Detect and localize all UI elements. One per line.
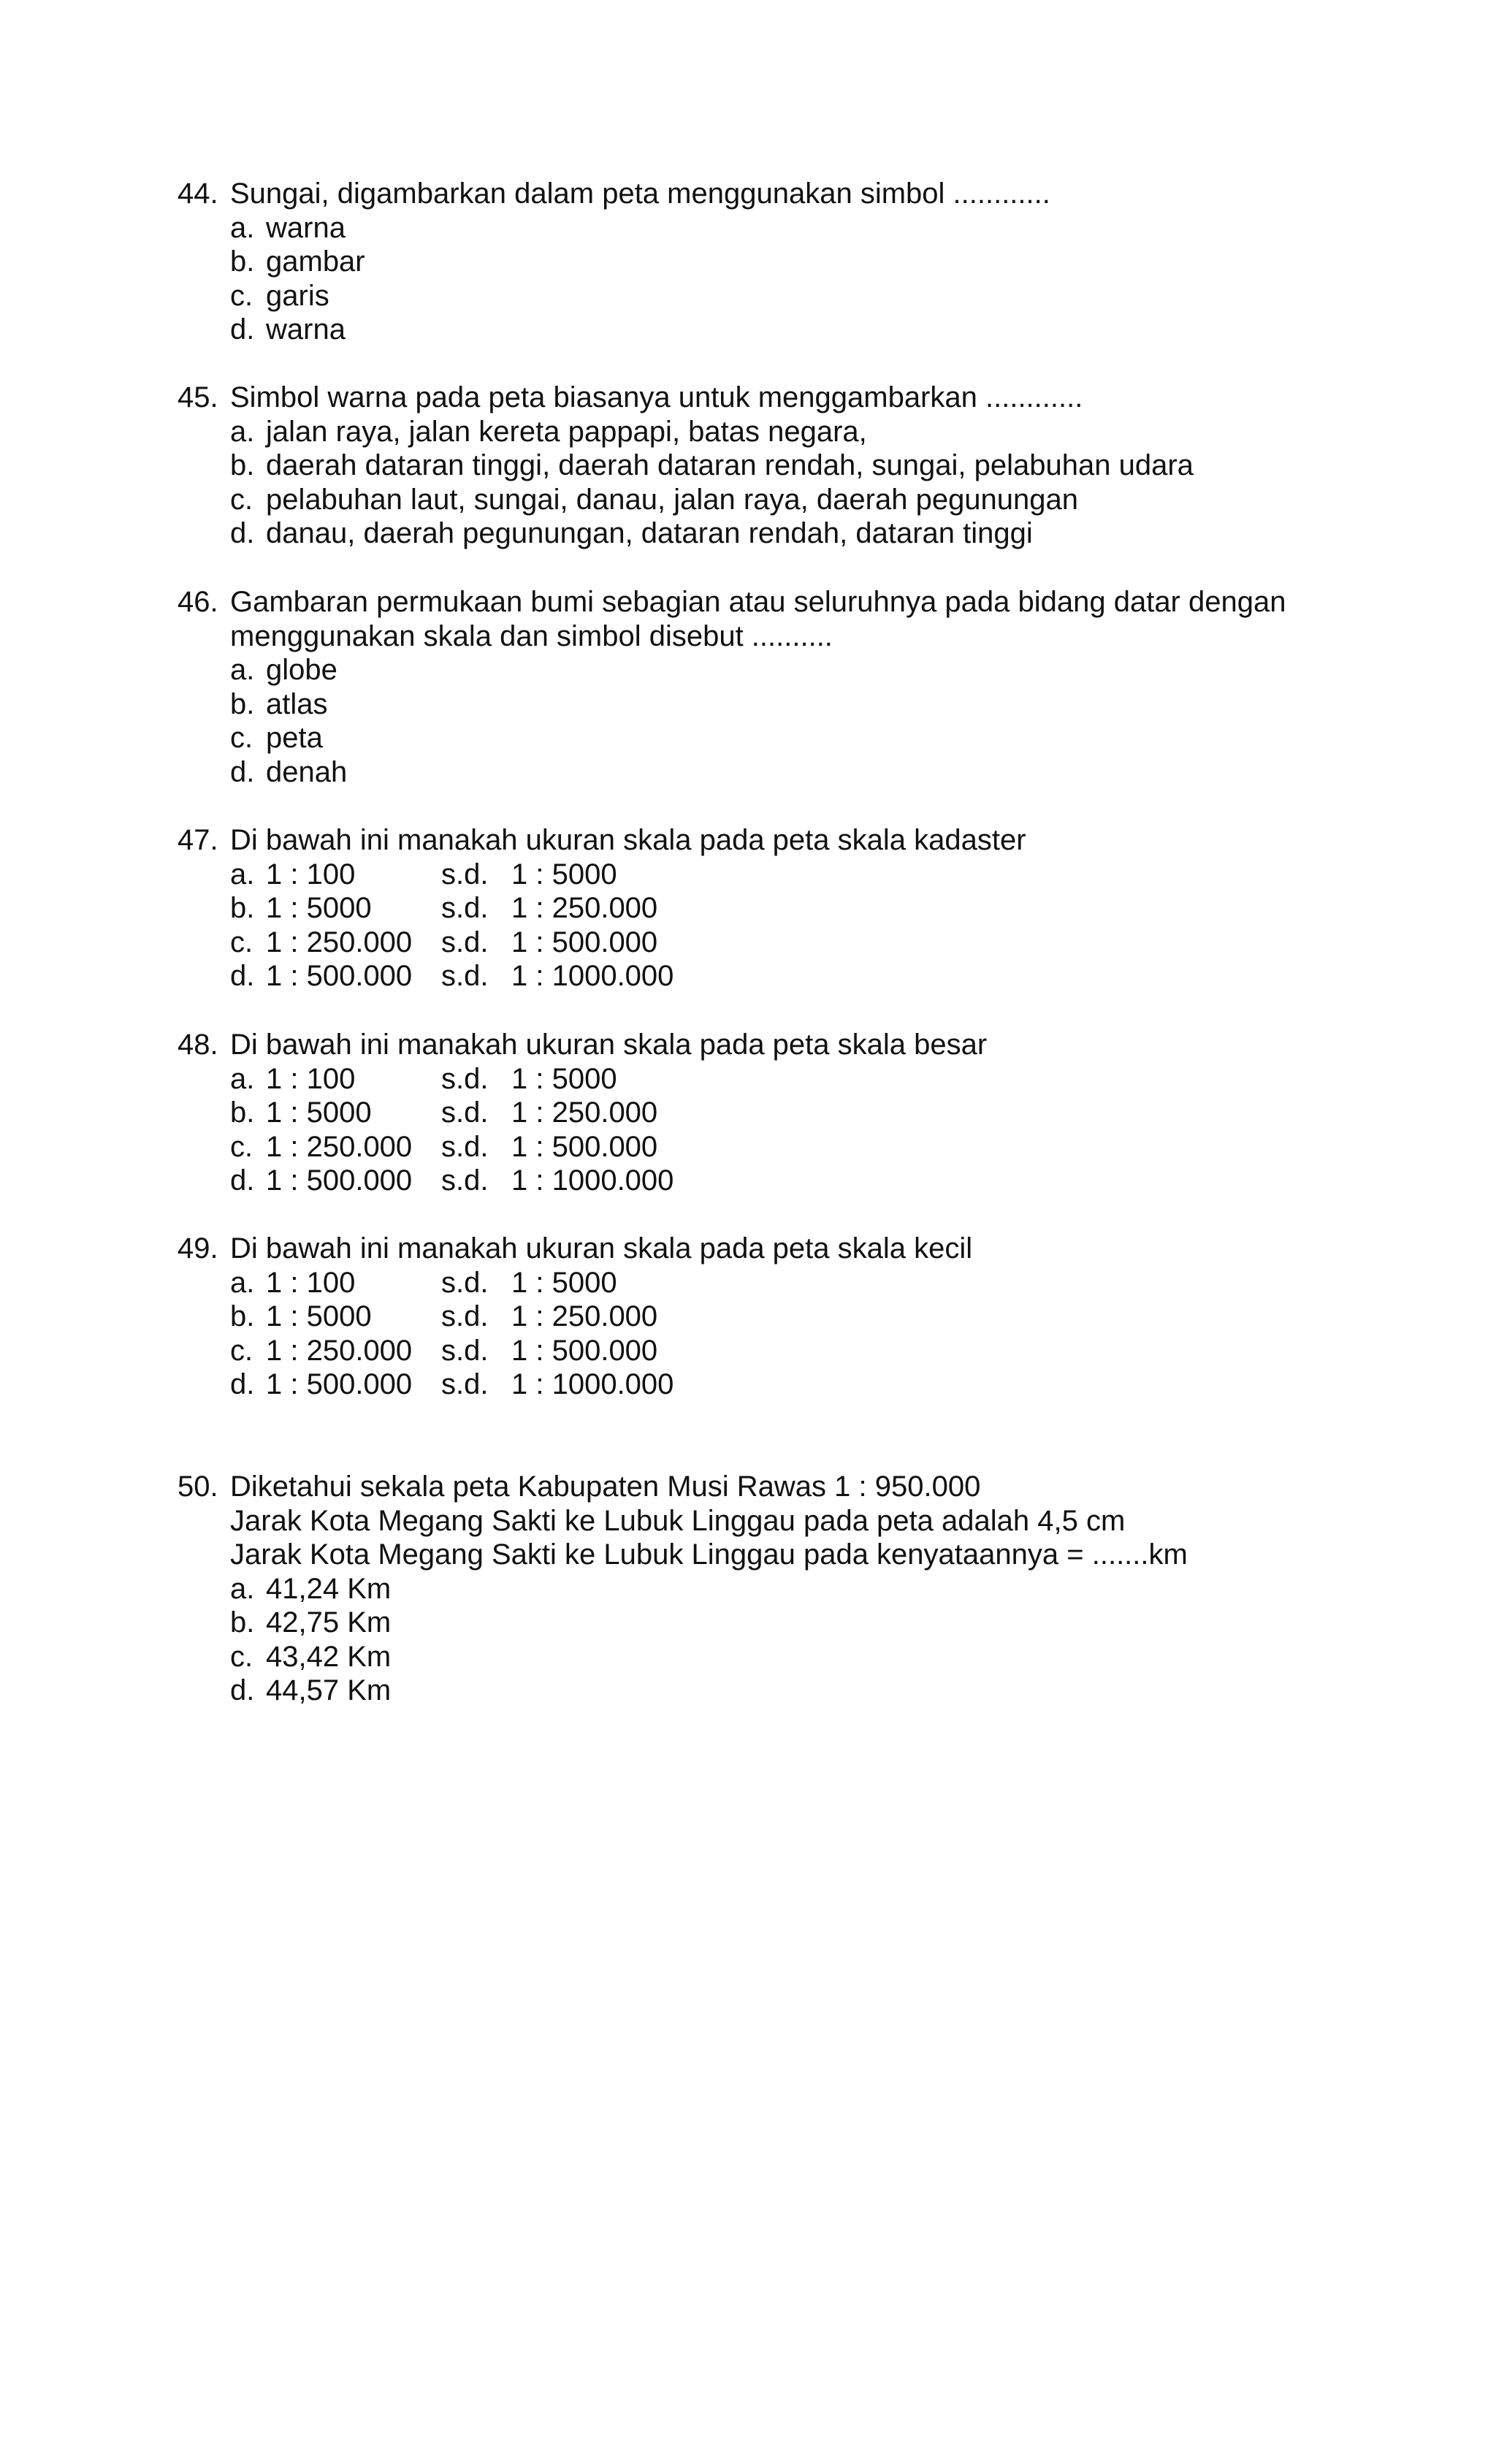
option-a bbox=[178, 858, 1361, 892]
option-text: gambar bbox=[266, 245, 365, 278]
scale-to: 1 : 1000.000 bbox=[511, 960, 674, 992]
question-text: Simbol warna pada peta biasanya untuk menggambarkan ............ bbox=[230, 381, 1083, 413]
option-text: peta bbox=[266, 722, 323, 754]
option-c bbox=[178, 279, 1361, 313]
question-stem bbox=[178, 1470, 1361, 1504]
option-letter: d. bbox=[230, 313, 255, 346]
range-separator: s.d. bbox=[441, 1130, 489, 1163]
option-d bbox=[178, 1674, 1361, 1708]
option-b bbox=[178, 687, 1361, 722]
range-separator: s.d. bbox=[441, 858, 489, 890]
option-c bbox=[178, 1640, 1361, 1674]
option-letter: c. bbox=[230, 1334, 253, 1367]
option-d bbox=[178, 959, 1361, 993]
scale-to: 1 : 1000.000 bbox=[511, 1368, 674, 1400]
question-text-continued: Jarak Kota Megang Sakti ke Lubuk Linggau pada kenyataannya = .......km bbox=[230, 1538, 1188, 1571]
option-a bbox=[178, 1572, 1361, 1606]
scale-from: 1 : 5000 bbox=[266, 1300, 372, 1332]
option-letter: a. bbox=[230, 415, 255, 448]
option-text: pelabuhan laut, sungai, danau, jalan raya, daerah pegunungan bbox=[266, 483, 1079, 516]
option-letter: c. bbox=[230, 483, 253, 516]
scale-from: 1 : 500.000 bbox=[266, 1164, 413, 1197]
option-b bbox=[178, 1606, 1361, 1640]
option-letter: a. bbox=[230, 858, 255, 890]
question-stem bbox=[178, 1028, 1361, 1062]
scale-from: 1 : 5000 bbox=[266, 892, 372, 924]
option-a bbox=[178, 211, 1361, 245]
option-b bbox=[178, 449, 1361, 483]
option-c bbox=[178, 926, 1361, 960]
question-text: Di bawah ini manakah ukuran skala pada peta skala kadaster bbox=[230, 824, 1026, 856]
option-letter: b. bbox=[230, 449, 255, 481]
question-text: Di bawah ini manakah ukuran skala pada peta skala kecil bbox=[230, 1232, 973, 1265]
question-stem bbox=[178, 585, 1361, 619]
range-separator: s.d. bbox=[441, 1266, 489, 1299]
option-a bbox=[178, 1062, 1361, 1096]
question-text-continued: menggunakan skala dan simbol disebut .......... bbox=[230, 619, 833, 652]
question-46 bbox=[178, 585, 1361, 789]
range-separator: s.d. bbox=[441, 1062, 489, 1095]
option-letter: d. bbox=[230, 960, 255, 992]
question-number: 50. bbox=[178, 1471, 218, 1503]
option-text: jalan raya, jalan kereta pappapi, batas negara, bbox=[266, 415, 867, 448]
question-number: 46. bbox=[178, 586, 218, 618]
range-separator: s.d. bbox=[441, 926, 489, 958]
option-letter: b. bbox=[230, 245, 255, 278]
option-letter: d. bbox=[230, 1368, 255, 1400]
scale-to: 1 : 5000 bbox=[511, 1062, 617, 1095]
scale-to: 1 : 250.000 bbox=[511, 1096, 658, 1129]
option-text: denah bbox=[266, 755, 348, 788]
scale-from: 1 : 100 bbox=[266, 1266, 356, 1299]
option-letter: d. bbox=[230, 755, 255, 788]
option-letter: b. bbox=[230, 1300, 255, 1332]
option-text: danau, daerah pegunungan, dataran rendah, dataran tinggi bbox=[266, 517, 1033, 549]
option-c bbox=[178, 1334, 1361, 1368]
range-separator: s.d. bbox=[441, 1300, 489, 1332]
scale-to: 1 : 500.000 bbox=[511, 1334, 658, 1367]
option-d bbox=[178, 313, 1361, 347]
option-a bbox=[178, 653, 1361, 687]
question-stem bbox=[178, 177, 1361, 211]
question-stem bbox=[178, 823, 1361, 858]
option-text: globe bbox=[266, 654, 337, 686]
option-letter: a. bbox=[230, 1572, 255, 1605]
option-letter: c. bbox=[230, 926, 253, 958]
range-separator: s.d. bbox=[441, 1368, 489, 1400]
option-a bbox=[178, 1266, 1361, 1300]
option-text: 44,57 Km bbox=[266, 1674, 392, 1706]
scale-from: 1 : 100 bbox=[266, 1062, 356, 1095]
question-number: 45. bbox=[178, 381, 218, 413]
option-letter: d. bbox=[230, 1164, 255, 1197]
scale-to: 1 : 1000.000 bbox=[511, 1164, 674, 1197]
option-letter: b. bbox=[230, 892, 255, 924]
option-c bbox=[178, 1130, 1361, 1164]
option-d bbox=[178, 1164, 1361, 1198]
option-letter: a. bbox=[230, 1266, 255, 1299]
option-text: 43,42 Km bbox=[266, 1640, 392, 1673]
option-text: warna bbox=[266, 211, 346, 244]
option-text: 41,24 Km bbox=[266, 1572, 392, 1605]
option-letter: c. bbox=[230, 279, 253, 312]
question-48 bbox=[178, 1028, 1361, 1198]
scale-from: 1 : 250.000 bbox=[266, 1334, 413, 1367]
option-letter: a. bbox=[230, 211, 255, 244]
option-letter: a. bbox=[230, 1062, 255, 1095]
option-letter: b. bbox=[230, 1096, 255, 1129]
option-letter: b. bbox=[230, 1606, 255, 1639]
option-letter: c. bbox=[230, 1640, 253, 1673]
question-47 bbox=[178, 823, 1361, 993]
question-text-continued: Jarak Kota Megang Sakti ke Lubuk Linggau pada peta adalah 4,5 cm bbox=[230, 1504, 1126, 1537]
range-separator: s.d. bbox=[441, 1334, 489, 1367]
question-number: 44. bbox=[178, 178, 218, 210]
option-letter: d. bbox=[230, 517, 255, 549]
question-number: 48. bbox=[178, 1029, 218, 1061]
scale-to: 1 : 250.000 bbox=[511, 892, 658, 924]
option-b bbox=[178, 245, 1361, 279]
question-44 bbox=[178, 177, 1361, 347]
range-separator: s.d. bbox=[441, 1096, 489, 1129]
scale-from: 1 : 100 bbox=[266, 858, 356, 890]
option-b bbox=[178, 1096, 1361, 1130]
scale-from: 1 : 5000 bbox=[266, 1096, 372, 1129]
range-separator: s.d. bbox=[441, 1164, 489, 1197]
scale-to: 1 : 500.000 bbox=[511, 1130, 658, 1163]
option-text: 42,75 Km bbox=[266, 1606, 392, 1639]
scale-from: 1 : 250.000 bbox=[266, 926, 413, 958]
option-text: atlas bbox=[266, 687, 328, 720]
scale-to: 1 : 250.000 bbox=[511, 1300, 658, 1332]
question-text: Diketahui sekala peta Kabupaten Musi Rawas 1 : 950.000 bbox=[230, 1471, 981, 1503]
question-50 bbox=[178, 1470, 1361, 1708]
option-letter: b. bbox=[230, 687, 255, 720]
question-49 bbox=[178, 1232, 1361, 1402]
question-text: Gambaran permukaan bumi sebagian atau seluruhnya pada bidang datar dengan bbox=[230, 586, 1286, 618]
option-letter: d. bbox=[230, 1674, 255, 1706]
option-d bbox=[178, 1368, 1361, 1402]
option-d bbox=[178, 755, 1361, 790]
scale-to: 1 : 500.000 bbox=[511, 926, 658, 958]
scale-from: 1 : 500.000 bbox=[266, 960, 413, 992]
option-c bbox=[178, 721, 1361, 755]
question-text: Sungai, digambarkan dalam peta menggunakan simbol ............ bbox=[230, 178, 1050, 210]
option-b bbox=[178, 1300, 1361, 1334]
option-c bbox=[178, 483, 1361, 517]
question-stem bbox=[178, 1232, 1361, 1266]
range-separator: s.d. bbox=[441, 892, 489, 924]
question-45 bbox=[178, 381, 1361, 551]
option-text: garis bbox=[266, 279, 329, 312]
option-letter: c. bbox=[230, 722, 253, 754]
option-text: warna bbox=[266, 313, 346, 346]
option-d bbox=[178, 516, 1361, 551]
question-text: Di bawah ini manakah ukuran skala pada peta skala besar bbox=[230, 1029, 988, 1061]
question-number: 47. bbox=[178, 824, 218, 856]
range-separator: s.d. bbox=[441, 960, 489, 992]
option-letter: a. bbox=[230, 654, 255, 686]
scale-from: 1 : 250.000 bbox=[266, 1130, 413, 1163]
question-number: 49. bbox=[178, 1232, 218, 1265]
option-b bbox=[178, 891, 1361, 926]
question-stem bbox=[178, 381, 1361, 415]
option-a bbox=[178, 415, 1361, 449]
scale-to: 1 : 5000 bbox=[511, 1266, 617, 1299]
option-text: daerah dataran tinggi, daerah dataran rendah, sungai, pelabuhan udara bbox=[266, 449, 1194, 481]
scale-to: 1 : 5000 bbox=[511, 858, 617, 890]
option-letter: c. bbox=[230, 1130, 253, 1163]
scale-from: 1 : 500.000 bbox=[266, 1368, 413, 1400]
